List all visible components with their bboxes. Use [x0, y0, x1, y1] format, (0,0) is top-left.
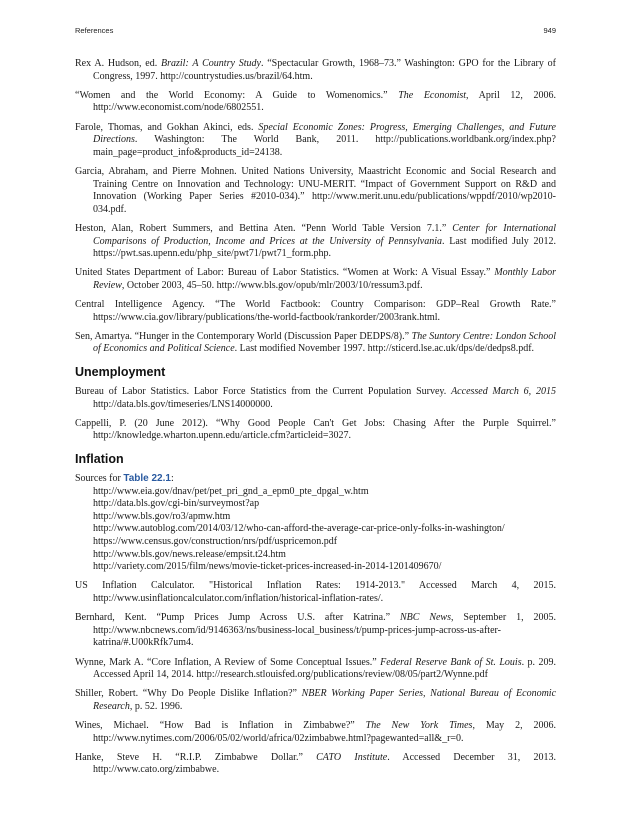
- reference-entry: [75, 122, 556, 160]
- reference-title-italic: Federal Reserve Bank of St. Louis: [380, 656, 522, 668]
- reference-text: Heston, Alan, Robert Summers, and Bettina Aten. “Penn World Table Version 7.1.”: [75, 222, 453, 234]
- reference-entry: [75, 720, 556, 745]
- reference-title-italic: The New York Times: [365, 720, 473, 732]
- reference-title-italic: NBER Working Paper Series, National Bureau of Economic Research: [93, 688, 557, 712]
- reference-text: . Accessed December 31, 2013. http://www.cato.org/zimbabwe.: [93, 751, 556, 776]
- reference-text: “Women and the World Economy: A Guide to Womenomics.”: [75, 89, 399, 101]
- reference-entry: [75, 267, 556, 292]
- sources-prefix: Sources for: [75, 473, 124, 484]
- reference-text: , October 2003, 45–50. http://www.bls.gov/opub/mlr/2003/10/ressum3.pdf.: [121, 279, 423, 291]
- reference-title-italic: Center for International Comparisons of Production, Income and Prices at the University of Pennsylvania: [93, 222, 556, 247]
- reference-text: Wynne, Mark A. “Core Inflation, A Review of Some Conceptual Issues.”: [75, 656, 381, 668]
- reference-text: . p. 209. Accessed April 14, 2014. http://research.stlouisfed.org/publications/review/08/05/part2/Wynne.pdf: [93, 656, 557, 681]
- reference-title-italic: Monthly Labor Review: [93, 267, 556, 291]
- reference-text: , April 12, 2006. http://www.economist.com/node/6802551.: [93, 89, 557, 114]
- reference-text: . “Spectacular Growth, 1968–73.” Washington: GPO for the Library of Congress, 1997. http://countrystudies.us/brazil/64.htm.: [93, 58, 556, 82]
- references-content: [75, 58, 556, 784]
- reference-title-italic: The Economist: [398, 89, 467, 101]
- reference-entry: [75, 166, 556, 216]
- reference-text: Rex A. Hudson, ed.: [75, 58, 162, 69]
- reference-entry: [75, 223, 556, 261]
- reference-text: , p. 52. 1996.: [129, 700, 183, 712]
- reference-text: Wines, Michael. “How Bad is Inflation in Zimbabwe?”: [75, 720, 366, 732]
- reference-entry: [75, 58, 556, 83]
- sources-intro: [75, 473, 556, 486]
- reference-entry: [75, 331, 556, 356]
- reference-entry: [75, 90, 556, 115]
- source-url[interactable]: http://data.bls.gov/cgi-bin/surveymost?ap: [93, 498, 260, 510]
- reference-text: , September 1, 2005. http://www.nbcnews.com/id/9146363/ns/business-local_business/t/pump-prices-jump-across-us-after-katrina/#.U00kRfk7um4.: [93, 612, 556, 649]
- source-url[interactable]: http://www.eia.gov/dnav/pet/pet_pri_gnd_a_epm0_pte_dpgal_w.htm: [93, 485, 369, 497]
- reference-text: Hanke, Steve H. “R.I.P. Zimbabwe Dollar.”: [75, 751, 317, 763]
- heading-inflation: Inflation: [75, 452, 124, 466]
- reference-text: United States Department of Labor: Bureau of Labor Statistics. “Women at Work: A Visual Essay.”: [75, 267, 495, 279]
- reference-title-italic: Special Economic Zones: Progress, Emerging Challenges, and Future Directions: [93, 121, 556, 146]
- reference-text: , May 2, 2006. http://www.nytimes.com/2006/05/02/world/africa/02zimbabwe.html?pagewanted=all&_r=0.: [93, 720, 556, 744]
- source-url[interactable]: http://www.autoblog.com/2014/03/12/who-can-afford-the-average-car-price-only-folks-in-washington/: [93, 523, 505, 535]
- references-list-top: [75, 58, 556, 356]
- reference-title-italic: Brazil: A Country Study: [161, 58, 261, 69]
- reference-text: . Last modified July 2012. https://pwt.sas.upenn.edu/php_site/pwt71/pwt71_form.php.: [93, 235, 556, 260]
- sources-suffix: :: [170, 473, 174, 484]
- reference-entry: [75, 752, 556, 777]
- reference-text: http://data.bls.gov/timeseries/LNS14000000.: [93, 398, 273, 410]
- reference-text: Sen, Amartya. “Hunger in the Contemporary World (Discussion Paper DEDPS/8).”: [75, 330, 412, 342]
- reference-entry: [75, 688, 556, 713]
- reference-title-italic: Accessed March 6, 2015: [451, 386, 556, 398]
- reference-text: Bernhard, Kent. “Pump Prices Jump Across U.S. after Katrina.”: [75, 612, 400, 624]
- source-url[interactable]: http://variety.com/2015/film/news/movie-ticket-prices-increased-in-2014-1201409670/: [93, 561, 442, 573]
- table-22-1-link[interactable]: Table 22.1: [123, 473, 171, 484]
- reference-text: . Last modified November 1997. http://sticerd.lse.ac.uk/dps/de/dedps8.pdf.: [234, 343, 535, 355]
- reference-text: US Inflation Calculator. "Historical Inflation Rates: 1914-2013." Accessed March 4, 2015. http://www.usinflationcalculator.com/inflation/historical-inflation-rates/.: [75, 580, 556, 604]
- reference-text: Cappelli, P. (20 June 2012). “Why Good People Can't Get Jobs: Chasing After the Purple Squirrel.” http://knowledge.wharton.upenn.edu/article.cfm?articleid=3027.: [75, 417, 556, 442]
- reference-text: Farole, Thomas, and Gokhan Akinci, eds.: [75, 121, 259, 133]
- reference-title-italic: NBC News: [399, 612, 451, 624]
- reference-entry: [75, 612, 556, 650]
- reference-entry: [75, 386, 556, 411]
- reference-text: . Washington: The World Bank, 2011. http://publications.worldbank.org/index.php?main_page=product_info&products_id=24138.: [93, 134, 556, 158]
- reference-text: Shiller, Robert. “Why Do People Dislike Inflation?”: [75, 688, 302, 700]
- source-url[interactable]: https://www.census.gov/construction/nrs/pdf/uspricemon.pdf: [93, 535, 338, 547]
- reference-entry: [75, 299, 556, 324]
- reference-text: Garcia, Abraham, and Pierre Mohnen. United Nations University, Maastricht Economic and Social Research and Training Centre on Innovation and Technology: UNU-MERIT. “Impact of Government Support on R&D and Innovation (Working Paper Series #2010-034).” http://www.merit.unu.edu/publications/wppdf/2010/wp2010-034.pdf.: [75, 165, 556, 215]
- header-section-title: References: [75, 26, 114, 35]
- reference-title-italic: CATO Institute: [316, 751, 388, 763]
- header-page-number: 949: [543, 26, 556, 35]
- reference-text: Central Intelligence Agency. “The World Factbook: Country Comparison: GDP–Real Growth Rate.” https://www.cia.gov/library/publications/the-world-factbook/rankorder/2003rank.html.: [75, 299, 556, 323]
- references-list-unemployment: [75, 386, 556, 443]
- references-list-inflation: [75, 580, 556, 777]
- running-header: [75, 26, 556, 35]
- source-url[interactable]: http://www.bls.gov/ro3/apmw.htm: [93, 510, 231, 522]
- reference-entry: [75, 580, 556, 605]
- source-url-list: [93, 486, 556, 574]
- reference-entry: [75, 418, 556, 443]
- heading-unemployment: Unemployment: [75, 365, 166, 380]
- reference-title-italic: The Suntory Centre: London School of Economics and Political Science: [93, 330, 556, 355]
- reference-text: Bureau of Labor Statistics. Labor Force Statistics from the Current Population Survey.: [75, 386, 452, 398]
- source-url[interactable]: http://www.bls.gov/news.release/empsit.t24.htm: [93, 548, 286, 560]
- reference-entry: [75, 657, 556, 682]
